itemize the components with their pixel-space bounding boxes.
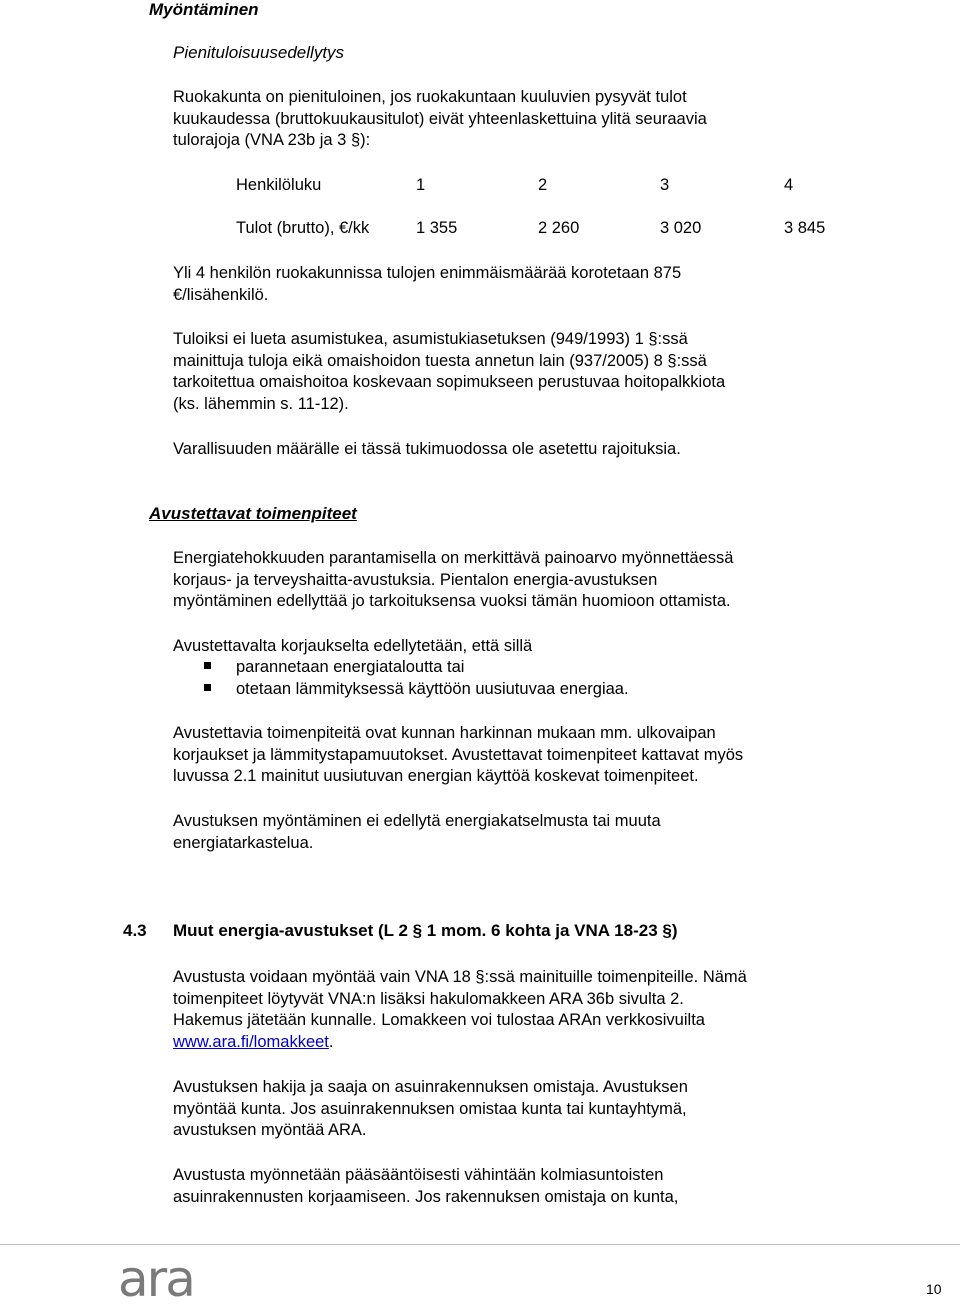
page-section-heading: Myöntäminen — [149, 0, 259, 19]
paragraph-other-grants — [173, 967, 747, 1053]
footer-divider — [0, 1244, 960, 1245]
ara-logo: ara — [118, 1250, 194, 1308]
section-heading-eligible-measures: Avustettavat toimenpiteet — [149, 504, 357, 523]
text-line: mainittuja tuloja eikä omaishoidon tuesta annetun lain (937/2005) 8 §:ssä — [173, 351, 707, 370]
text-line: Avustettavia toimenpiteitä ovat kunnan harkinnan mukaan mm. ulkovaipan — [173, 724, 716, 742]
text-line: (ks. lähemmin s. 11-12). — [173, 394, 349, 413]
table-cell: 3 020 — [660, 219, 702, 237]
paragraph-excluded-income — [173, 329, 725, 415]
text-line: kuukaudessa (bruttokuukausitulot) eivät yhteenlaskettuina ylitä seuraavia — [173, 109, 707, 128]
text-line: Hakemus jätetään kunnalle. Lomakkeen voi tulostaa ARAn verkkosivuilta — [173, 1011, 705, 1029]
subheading: Pienituloisuusedellytys — [173, 43, 345, 62]
table-label-persons: Henkilöluku — [236, 176, 322, 194]
text-line: Tuloiksi ei lueta asumistukea, asumistukiasetuksen (949/1993) 1 §:ssä — [173, 330, 688, 348]
paragraph-extra-person — [173, 263, 681, 306]
text-line: Yli 4 henkilön ruokakunnissa tulojen enimmäismäärää korotetaan 875 — [173, 264, 682, 282]
text-line: myöntää kunta. Jos asuinrakennuksen omistaa kunta tai kuntayhtymä, — [173, 1099, 687, 1118]
text-line: toimenpiteet löytyvät VNA:n lisäksi hakulomakkeen ARA 36b sivulta 2. — [173, 989, 684, 1008]
text-line: energiatarkastelua. — [173, 833, 314, 852]
text-line: tulorajoja (VNA 23b ja 3 §): — [173, 131, 371, 149]
paragraph-measures — [173, 723, 743, 788]
table-cell: 4 — [784, 176, 794, 194]
table-cell: 2 — [538, 176, 548, 194]
text-line: Energiatehokkuuden parantamisella on merkittävä painoarvo myönnettäessä — [173, 549, 734, 567]
paragraph-energy-audit — [173, 811, 661, 854]
paragraph-applicant — [173, 1077, 688, 1142]
text-line: korjaukset ja lämmitystapamuutokset. Avustettavat toimenpiteet kattavat myös — [173, 745, 744, 764]
table-cell: 3 — [660, 176, 670, 194]
table-cell: 1 — [416, 176, 426, 194]
bullet-icon — [204, 684, 211, 691]
paragraph-buildings — [173, 1165, 678, 1208]
table-cell: 1 355 — [416, 219, 458, 237]
text-line — [173, 1032, 747, 1054]
list-item: parannetaan energiataloutta tai — [236, 658, 465, 676]
list-item: otetaan lämmityksessä käyttöön uusiutuvaa energiaa. — [236, 680, 629, 698]
text-line: Avustusta voidaan myöntää vain VNA 18 §:ssä mainituille toimenpiteille. Nämä — [173, 968, 747, 986]
text-line: Avustusta myönnetään pääsääntöisesti vähintään kolmiasuntoisten — [173, 1166, 664, 1184]
link-suffix: . — [328, 1032, 334, 1051]
text-line: Avustuksen hakija ja saaja on asuinrakennuksen omistaja. Avustuksen — [173, 1078, 688, 1096]
paragraph-energy-efficiency — [173, 548, 733, 613]
text-line: asuinrakennusten korjaamiseen. Jos rakennuksen omistaja on kunta, — [173, 1187, 679, 1206]
page-number: 10 — [926, 1281, 942, 1297]
section-number: 4.3 — [123, 921, 147, 940]
text-line: €/lisähenkilö. — [173, 285, 269, 304]
table-cell: 2 260 — [538, 219, 580, 237]
text-line: myöntäminen edellyttää jo tarkoituksensa vuoksi tämän huomioon ottamista. — [173, 592, 731, 610]
text-line: Ruokakunta on pienituloinen, jos ruokakuntaan kuuluvien pysyvät tulot — [173, 88, 687, 106]
paragraph-assets: Varallisuuden määrälle ei tässä tukimuodossa ole asetettu rajoituksia. — [173, 440, 681, 458]
paragraph-income-limit — [173, 87, 707, 152]
table-label-income: Tulot (brutto), €/kk — [236, 219, 370, 237]
text-line: luvussa 2.1 mainitut uusiutuvan energian käyttöä koskevat toimenpiteet. — [173, 767, 699, 785]
text-line: tarkoitettua omaishoitoa koskevaan sopimukseen perustuvaa hoitopalkkiota — [173, 373, 726, 391]
paragraph-requirement: Avustettavalta korjaukselta edellytetään, että sillä — [173, 637, 533, 655]
bullet-icon — [204, 662, 211, 669]
text-line: korjaus- ja terveyshaitta-avustuksia. Pientalon energia-avustuksen — [173, 570, 658, 589]
section-title: Muut energia-avustukset (L 2 § 1 mom. 6 kohta ja VNA 18-23 §) — [173, 921, 678, 940]
text-line: avustuksen myöntää ARA. — [173, 1121, 367, 1139]
text-line: Avustuksen myöntäminen ei edellytä energiakatselmusta tai muuta — [173, 812, 661, 830]
forms-link[interactable]: www.ara.fi/lomakkeet — [173, 1032, 329, 1051]
table-cell: 3 845 — [784, 219, 826, 237]
